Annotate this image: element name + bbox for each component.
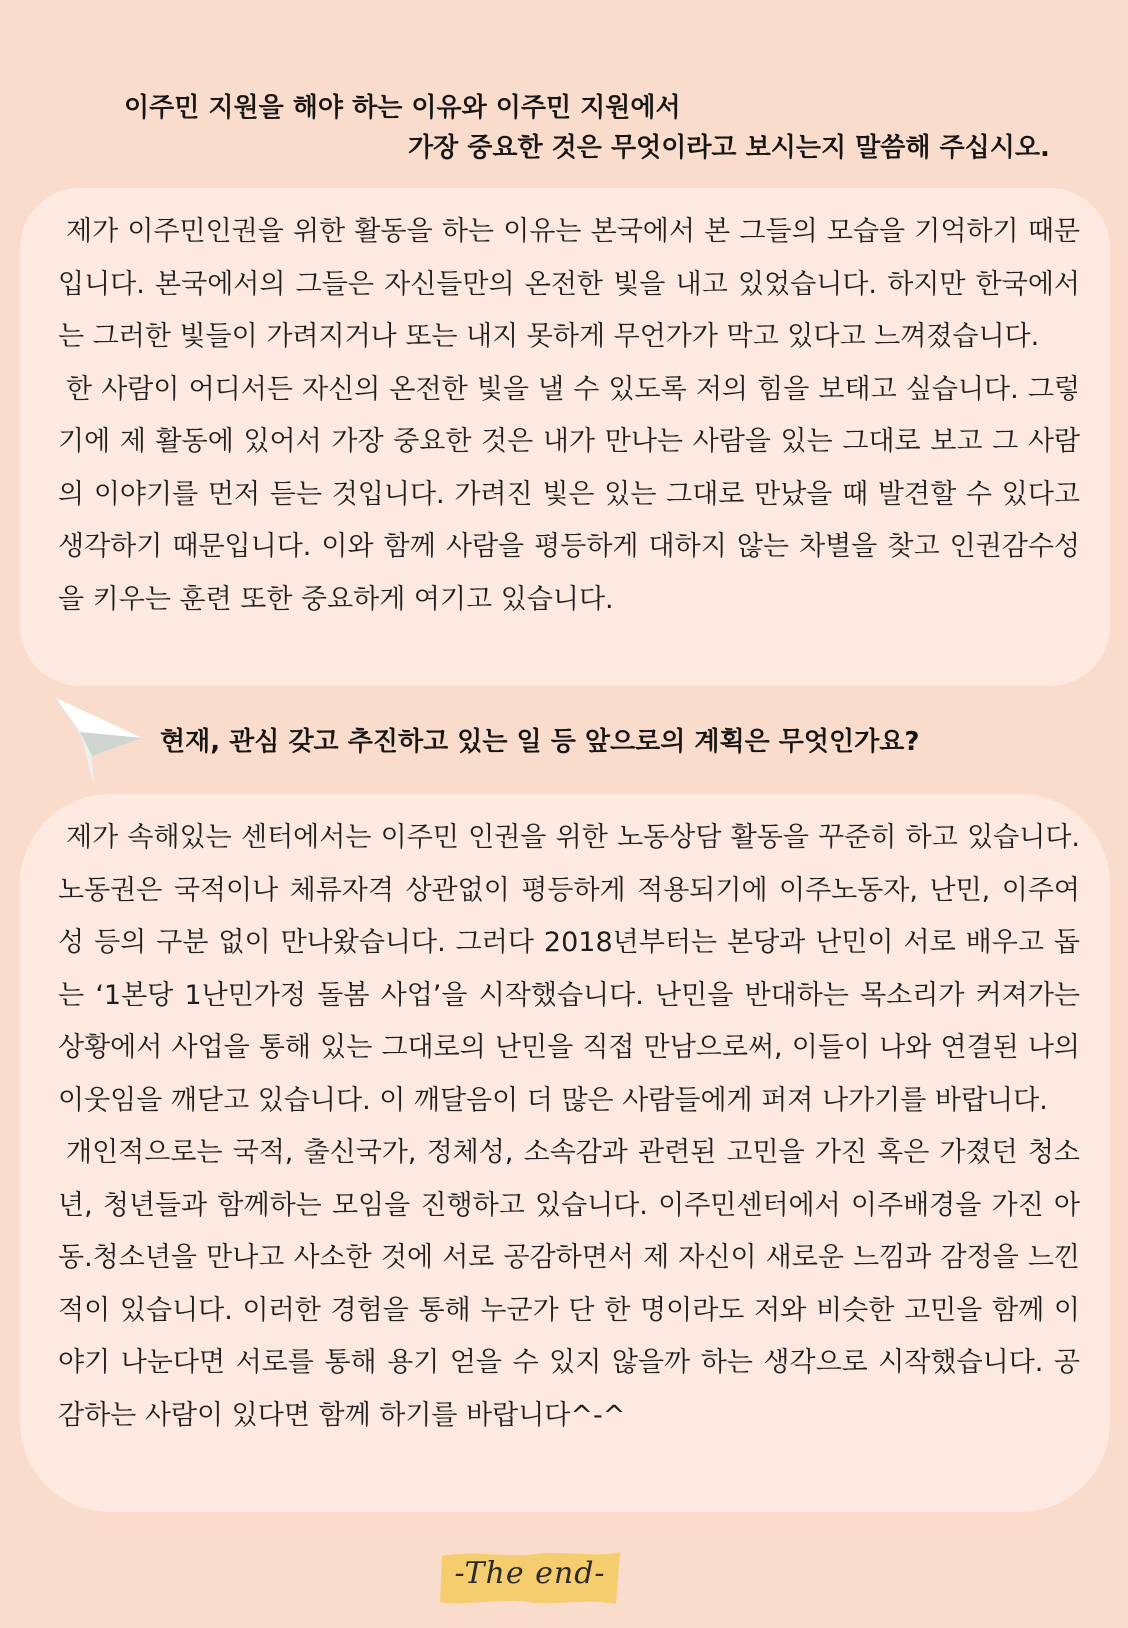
question-2-title: 현재, 관심 갖고 추진하고 있는 일 등 앞으로의 계획은 무엇인가요?	[160, 727, 920, 757]
paper-plane-icon	[56, 698, 144, 788]
answer-1-text	[58, 206, 1080, 626]
question-1-title	[124, 88, 1084, 168]
answer-2-card	[20, 794, 1110, 1512]
answer-2-paragraph-2: 개인적으로는 국적, 출신국가, 정체성, 소속감과 관련된 고민을 가진 혹은 가졌던 청소년, 청년들과 함께하는 모임을 진행하고 있습니다. 이주민센터에서 이주배경을 가진 아동.청소년을 만나고 사소한 것에 서로 공감하면서 제 자신이 새로운 느낌과 감정을 느낀 적이 있습니다. 이러한 경험을 통해 누군가 단 한 명이라도 저와 비슷한 고민을 함께 이야기 나눈다면 서로를 통해 용기 얻을 수 있지 않을까 하는 생각으로 시작했습니다. 공감하는 사람이 있다면 함께 하기를 바랍니다^-^	[58, 1137, 1080, 1431]
end-label: -The end-	[454, 1556, 606, 1591]
answer-1-paragraph-1: 제가 이주민인권을 위한 활동을 하는 이유는 본국에서 본 그들의 모습을 기억하기 때문입니다. 본국에서의 그들은 자신들만의 온전한 빛을 내고 있었습니다. 하지만 한국에서는 그러한 빛들이 가려지거나 또는 내지 못하게 무언가가 막고 있다고 느껴졌습니다.	[58, 216, 1080, 352]
question-1-line-2: 가장 중요한 것은 무엇이라고 보시는지 말씀해 주십시오.	[408, 133, 1050, 163]
answer-2-text	[58, 812, 1080, 1442]
answer-1-paragraph-2: 한 사람이 어디서든 자신의 온전한 빛을 낼 수 있도록 저의 힘을 보태고 싶습니다. 그렇기에 제 활동에 있어서 가장 중요한 것은 내가 만나는 사람을 있는 그대로 보고 그 사람의 이야기를 먼저 듣는 것입니다. 가려진 빛은 있는 그대로 만났을 때 발견할 수 있다고 생각하기 때문입니다. 이와 함께 사람을 평등하게 대하지 않는 차별을 찾고 인권감수성을 키우는 훈련 또한 중요하게 여기고 있습니다.	[58, 373, 1080, 615]
answer-2-paragraph-1: 제가 속해있는 센터에서는 이주민 인권을 위한 노동상담 활동을 꾸준히 하고 있습니다. 노동권은 국적이나 체류자격 상관없이 평등하게 적용되기에 이주노동자, 난민, 이주여성 등의 구분 없이 만나왔습니다. 그러다 2018년부터는 본당과 난민이 서로 배우고 돕는 ‘1본당 1난민가정 돌봄 사업’을 시작했습니다. 난민을 반대하는 목소리가 커져가는 상황에서 사업을 통해 있는 그대로의 난민을 직접 만남으로써, 이들이 나와 연결된 나의 이웃임을 깨닫고 있습니다. 이 깨달음이 더 많은 사람들에게 퍼져 나가기를 바랍니다.	[58, 822, 1080, 1116]
question-1-line-1: 이주민 지원을 해야 하는 이유와 이주민 지원에서	[124, 93, 681, 123]
answer-1-card	[20, 188, 1110, 686]
